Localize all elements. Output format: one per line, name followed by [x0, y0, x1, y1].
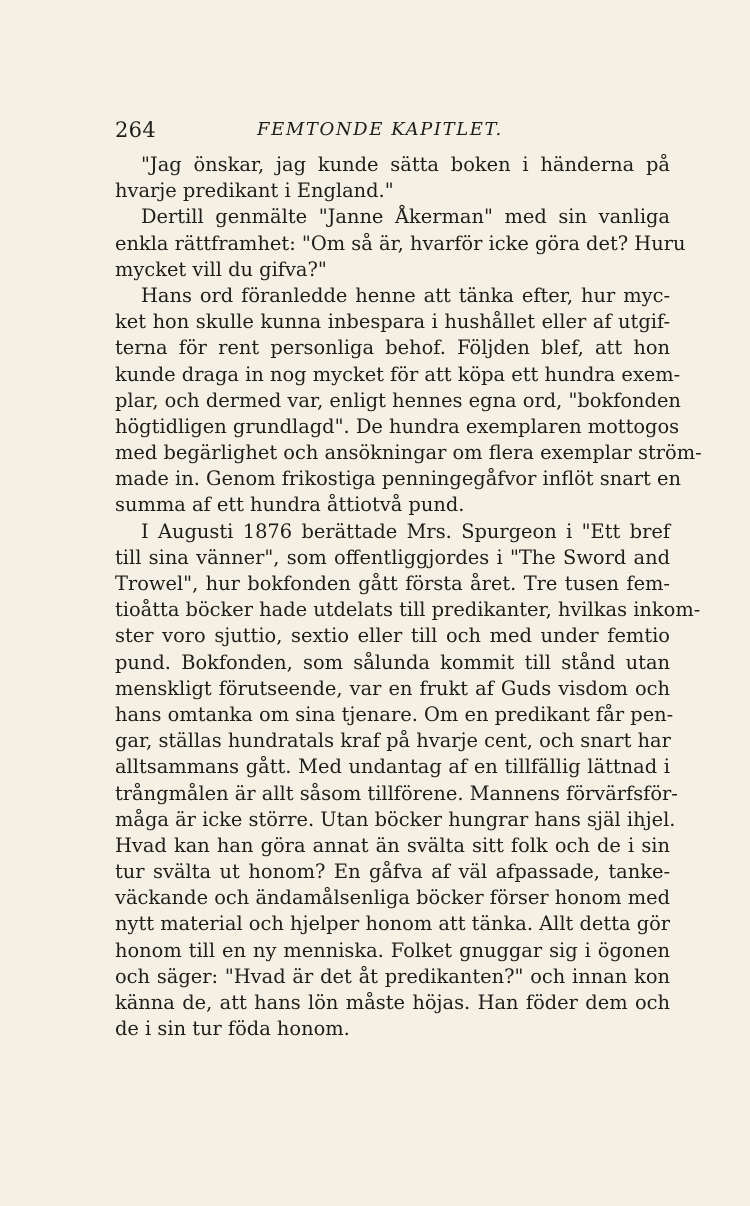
- text-line: högtidligen grundlagd". De hundra exemplaren mottogos: [115, 414, 680, 438]
- text-line: de i sin tur föda honom.: [115, 1017, 350, 1041]
- text-line: med begärlighet och ansökningar om flera exemplar ström-: [115, 441, 702, 465]
- text-line: plar, och dermed var, enligt hennes egna ord, "bokfonden: [115, 388, 681, 412]
- text-line: trångmålen är allt såsom tillförene. Mannens förvärfsför-: [115, 781, 678, 805]
- page-number: 264: [115, 118, 156, 142]
- text-line: terna för rent personliga behof. Följden blef, att hon: [115, 336, 670, 360]
- text-line: Dertill genmälte "Janne Åkerman" med sin vanliga: [141, 205, 670, 229]
- text-line: "Jag önskar, jag kunde sätta boken i händerna på: [141, 153, 670, 176]
- text-line: Hans ord föranledde henne att tänka efter, hur myc-: [141, 283, 670, 307]
- running-title: FEMTONDE KAPITLET.: [257, 119, 503, 140]
- text-line: menskligt förutseende, var en frukt af Guds visdom och: [115, 676, 670, 700]
- text-line: mycket vill du gifva?": [115, 257, 327, 281]
- text-line: summa af ett hundra åttiotvå pund.: [115, 493, 465, 517]
- text-line: och säger: "Hvad är det åt predikanten?" och innan kon: [115, 964, 670, 988]
- text-line: till sina vänner", som offentliggjordes i "The Sword and: [115, 545, 670, 569]
- body-text: [115, 152, 702, 1042]
- text-line: alltsammans gått. Med undantag af en tillfällig lättnad i: [115, 755, 670, 779]
- text-line: ster voro sjuttio, sextio eller till och med under femtio: [115, 624, 670, 648]
- text-line: ket hon skulle kunna inbespara i hushållet eller af utgif-: [115, 310, 670, 334]
- text-line: kunde draga in nog mycket för att köpa ett hundra exem-: [115, 362, 681, 386]
- text-line: nytt material och hjelper honom att tänka. Allt detta gör: [115, 912, 671, 936]
- text-line: måga är icke större. Utan böcker hungrar hans själ ihjel.: [115, 807, 676, 831]
- text-line: enkla rättframhet: "Om så är, hvarför icke göra det? Huru: [115, 231, 686, 255]
- text-line: I Augusti 1876 berättade Mrs. Spurgeon i "Ett bref: [141, 519, 670, 543]
- text-line: made in. Genom frikostiga penningegåfvor inflöt snart en: [115, 467, 681, 491]
- text-line: tioåtta böcker hade utdelats till predikanter, hvilkas inkom-: [115, 598, 701, 622]
- text-line: tur svälta ut honom? En gåfva af väl afpassade, tanke-: [115, 860, 670, 884]
- text-line: honom till en ny menniska. Folket gnuggar sig i ögonen: [115, 938, 670, 962]
- page-header: [115, 118, 675, 144]
- text-line: känna de, att hans lön måste höjas. Han föder dem och: [115, 991, 670, 1014]
- text-line: gar, ställas hundratals kraf på hvarje cent, och snart har: [115, 729, 671, 753]
- text-line: väckande och ändamålsenliga böcker förser honom med: [115, 886, 670, 910]
- text-line: Hvad kan han göra annat än svälta sitt folk och de i sin: [115, 833, 670, 857]
- text-line: pund. Bokfonden, som sålunda kommit till stånd utan: [115, 650, 670, 674]
- text-line: Trowel", hur bokfonden gått första året. Tre tusen fem-: [115, 572, 670, 595]
- text-line: hvarje predikant i England.": [115, 179, 394, 203]
- text-line: hans omtanka om sina tjenare. Om en predikant får pen-: [115, 702, 674, 726]
